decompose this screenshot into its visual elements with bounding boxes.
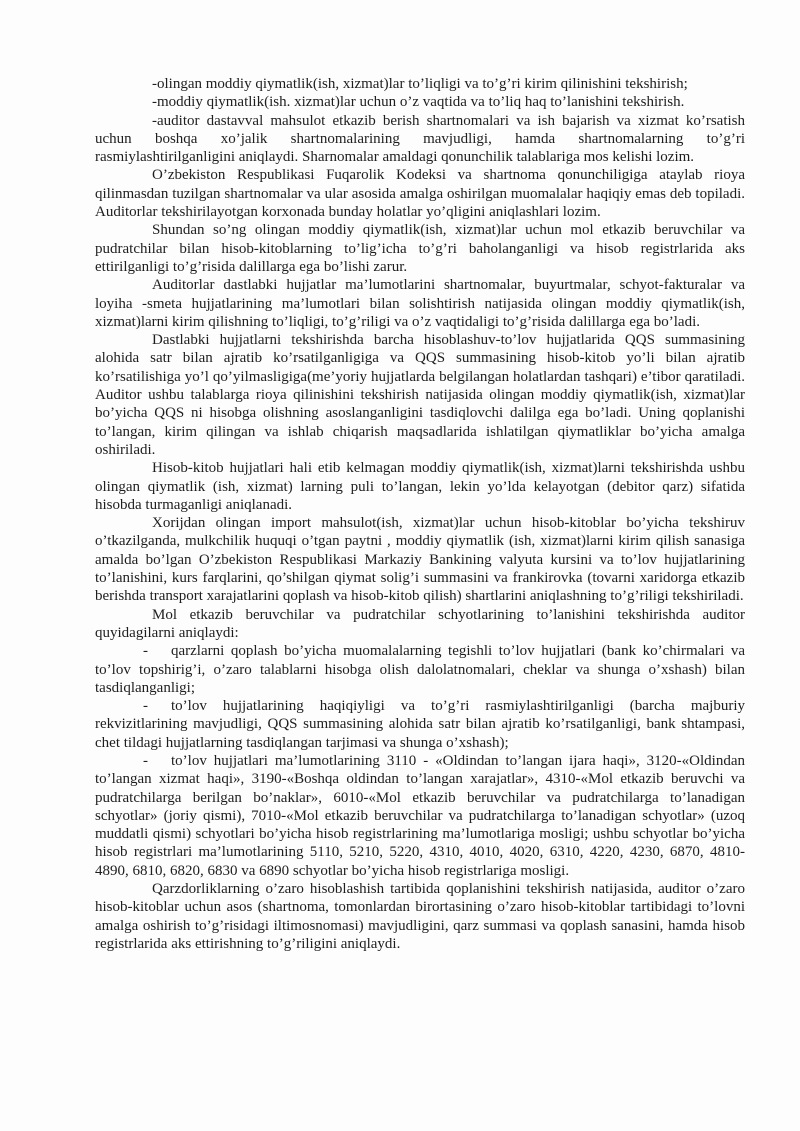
paragraph-13	[95, 752, 745, 880]
paragraph-4: O’zbekiston Respublikasi Fuqarolik Kodeksi va shartnoma qonunchiligiga ataylab rioya qilinmasdan tuzilgan shartnomalar va ular asosida amalga oshirilgan muomalalar haqiqiy emas deb topiladi. Auditorlar tekshirilayotgan korxonada bunday holatlar yo’qligini aniqlashlari lozim.	[95, 167, 745, 221]
list-dash-marker: -	[143, 643, 148, 660]
paragraph-6: Auditorlar dastlabki hujjatlar ma’lumotlarini shartnomalar, buyurtmalar, schyot-fakturalar va loyiha -smeta hujjatlarining ma’lumotlari bilan solishtirish natijasida olingan moddiy qiymatlik(ish, xizmat)larni kirim qilishning to’liqligi, to’g’riligi va o’z vaqtidaligi to’g’risida dalillarga ega bo’ladi.	[95, 277, 745, 330]
paragraph-12	[95, 697, 745, 752]
paragraph-10: Mol etkazib beruvchilar va pudratchilar schyotlarining to’lanishini tekshirishda auditor quyidagilarni aniqlaydi:	[95, 606, 745, 641]
list-dash-marker: -	[143, 752, 148, 769]
paragraph-8: Hisob-kitob hujjatlari hali etib kelmagan moddiy qiymatlik(ish, xizmat)larni tekshirishda ushbu olingan qiymatlik (ish, xizmat) larning puli to’langan, lekin yo’lda kelayotgan (debitor qarz) sifatida hisobda turmaganligi aniqlanadi.	[95, 460, 745, 513]
paragraph-2: -moddiy qiymatlik(ish. xizmat)lar uchun o’z vaqtida va to’liq haq to’lanishini tekshirish.	[152, 94, 685, 111]
paragraph-3: -auditor dastavval mahsulot etkazib berish shartnomalari va ish bajarish va xizmat ko’rsatish uchun boshqa xo’jalik shartnomalarining mavjudligi, hamda shartnomalarning to’g’ri rasmiylashtirilganligini aniqlaydi. Sharnomalar amaldagi qonunchilik talablariga mos kelishi lozim.	[95, 112, 745, 166]
paragraph-14: Qarzdorliklarning o’zaro hisoblashish tartibida qoplanishini tekshirish natijasida, auditor o’zaro hisob-kitoblar uchun asos (shartnoma, tomonlardan birortasining o’zaro hisob-kitoblar tartibidagi to’lovni amalga oshirish to’g’risidagi iltimosnomasi) mavjudligini, qarz summasi va qoplash sanasini, hamda hisob registrlarida aks ettirishning to’g’riligini aniqlaydi.	[95, 881, 745, 952]
paragraph-11	[95, 642, 745, 697]
list-item-text: to’lov hujjatlari ma’lumotlarining 3110 - «Oldindan to’langan ijara haqi», 3120-«Oldindan to’langan xizmat haqi», 3190-«Boshqa oldindan to’langan xarajatlar», 4310-«Mol etkazib beruvchi va pudratchilarga berilgan bo’naklar», 6010-«Mol etkazib beruvchilar va pudratchilarga to’lanadigan schyotlar» (joriy qismi), 7010-«Mol etkazib beruvchilar va pudratchilarga to’lanadigan schyotlar» (uzoq muddatli qismi) schyotlari bo’yicha hisob registrlarining ma’lumotlariga mosligi; ushbu schyotlar bo’yicha hisob registrlari ma’lumotlarining 5110, 5210, 5220, 4310, 4010, 4020, 6310, 4220, 4230, 6870, 4810-4890, 6810, 6820, 6830 va 6890 schyotlar bo’yicha hisob registrlariga mosligi.	[95, 752, 745, 879]
paragraph-5: Shundan so’ng olingan moddiy qiymatlik(ish, xizmat)lar uchun mol etkazib beruvchilar va pudratchilar bilan hisob-kitoblarning to’lig’icha to’g’ri baholanganligi va hisob registrlarida aks ettirilganligi to’g’risida dalillarga ega bo’lishi zarur.	[95, 222, 745, 275]
document-text-block	[95, 75, 745, 953]
paragraph-7: Dastlabki hujjatlarni tekshirishda barcha hisoblashuv-to’lov hujjatlarida QQS summasining alohida satr bilan ajratib ko’rsatilganligiga va QQS summasining hisob-kitob yo’li bilan ajratib ko’rsatilishiga yo’l qo’yilmasligiga(me’yoriy hujjatlarda belgilangan holatlardan tashqari) e’tibor qaratiladi. Auditor ushbu talablarga rioya qilinishini tekshirish natijasida olingan moddiy qiymatlik(ish, xizmat)lar bo’yicha QQS ni hisobga olishning asoslanganligini tasdiqlovchi dalilga ega bo’ladi. Uning qoplanishi to’langan, kirim qilingan va ishlab chiqarish maqsadlarida ishlatilgan qiymatliklar bo’yicha amalga oshiriladi.	[95, 332, 745, 458]
paragraph-1: -olingan moddiy qiymatlik(ish, xizmat)lar to’liqligi va to’g’ri kirim qilinishini tekshirish;	[152, 76, 688, 92]
list-dash-marker: -	[143, 698, 148, 715]
list-item-text: to’lov hujjatlarining haqiqiyligi va to’g’ri rasmiylashtirilganligi (barcha majburiy rekvizitlarining mavjudligi, QQS summasining alohida satr bilan ajratib ko’rsatilganligi, bank shtampasi, chet tildagi hujjatlarning tasdiqlangan tarjimasi va shunga o’xshash);	[95, 698, 745, 751]
list-item-text: qarzlarni qoplash bo’yicha muomalalarning tegishli to’lov hujjatlari (bank ko’chirmalari va to’lov topshirig’i, o’zaro talablarni hisobga olish dalolatnomalari, cheklar va shunga o’xshash) bilan tasdiqlanganligi;	[95, 643, 745, 696]
paragraph-9: Xorijdan olingan import mahsulot(ish, xizmat)lar uchun hisob-kitoblar bo’yicha tekshiruv o’tkazilganda, mulkchilik huquqi o’tgan paytni , moddiy qiymatlik (ish, xizmat)larni kirim qilish sanasiga amalda bo’lgan O’zbekiston Respublikasi Markaziy Bankining valyuta kursini va to’lov hujjatlarining to’lanishini, kurs farqlarini, qo’shilgan qiymat solig’i summasini va frankirovka (tovarni xaridorga etkazib berishda transport xarajatlarini qoplash va hisob-kitob qilish) shartlarini aniqlashning to’g’riligi tekshiriladi.	[95, 515, 745, 605]
